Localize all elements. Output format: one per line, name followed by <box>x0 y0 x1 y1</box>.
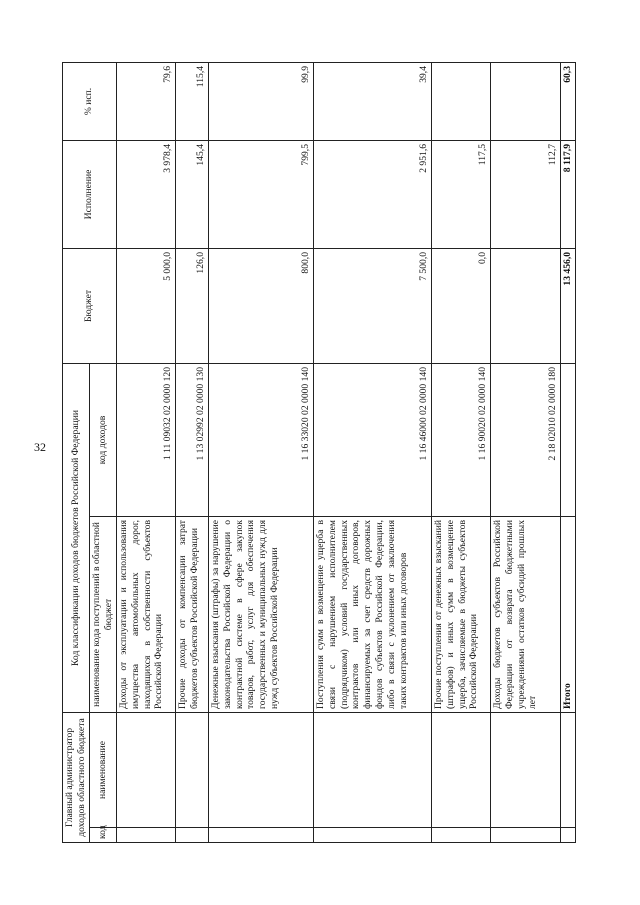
execution-cell: 2 951,6 <box>313 140 431 248</box>
rotated-table-container <box>62 63 573 843</box>
table-row <box>431 62 490 842</box>
total-row <box>560 62 575 842</box>
income-name-cell: Доходы бюджетов субъектов Российской Федерации от возврата бюджетными учреждениями остатков субсидий прошлых лет <box>490 517 560 713</box>
income-name-cell: Поступления сумм в возмещение ущерба в связи с нарушением исполнителем (подрядчиком) условий государственных контрактов или иных договоров, финансируемых за счет средств дорожных фондов субъектов Российской Федерации, либо в связи с уклонением от заключения таких контрактов или иных договоров <box>313 517 431 713</box>
admin-code-header: код <box>90 828 117 843</box>
admin-code-cell <box>175 828 208 843</box>
total-label: Итого <box>560 517 575 713</box>
budget-cell: 7 500,0 <box>313 248 431 363</box>
execution-cell: 145,4 <box>175 140 208 248</box>
budget-cell: 800,0 <box>208 248 313 363</box>
admin-name-cell <box>175 713 208 828</box>
execution-header: Исполнение <box>63 140 117 248</box>
budget-cell <box>490 248 560 363</box>
percent-cell: 39,4 <box>313 62 431 140</box>
income-name-cell: Доходы от эксплуатации и использования имущества автомобильных дорог, находящихся в собственности субъектов Российской Федерации <box>116 517 175 713</box>
percent-cell: 115,4 <box>175 62 208 140</box>
income-code-cell: 1 16 90020 02 0000 140 <box>431 363 490 516</box>
income-code-cell: 2 18 02010 02 0000 180 <box>490 363 560 516</box>
execution-cell: 799,5 <box>208 140 313 248</box>
execution-cell: 3 978,4 <box>116 140 175 248</box>
income-code-cell: 1 13 02992 02 0000 130 <box>175 363 208 516</box>
total-execution: 8 117,9 <box>560 140 575 248</box>
admin-name-cell <box>208 713 313 828</box>
table-header-row <box>63 62 90 842</box>
percent-cell <box>431 62 490 140</box>
budget-header: Бюджет <box>63 248 117 363</box>
admin-name-cell <box>431 713 490 828</box>
admin-code-cell <box>560 828 575 843</box>
income-table <box>62 62 576 843</box>
page-number: 32 <box>34 440 46 454</box>
admin-name-cell <box>313 713 431 828</box>
income-code-cell: 1 16 33020 02 0000 140 <box>208 363 313 516</box>
budget-cell: 5 000,0 <box>116 248 175 363</box>
admin-group-header: Главный администратор доходов областного бюджета <box>63 713 90 843</box>
admin-name-header: наименование <box>90 713 117 828</box>
percent-cell: 99,9 <box>208 62 313 140</box>
income-name-cell: Прочие поступления от денежных взысканий (штрафов) и иных сумм в возмещение ущерба, зачисляемые в бюджеты субъектов Российской Федерации <box>431 517 490 713</box>
total-budget: 13 456,0 <box>560 248 575 363</box>
table-row <box>313 62 431 842</box>
income-code-cell: 1 11 09032 02 0000 120 <box>116 363 175 516</box>
budget-cell: 126,0 <box>175 248 208 363</box>
admin-name-cell <box>560 713 575 828</box>
percent-header: % исп. <box>63 62 117 140</box>
admin-code-cell <box>208 828 313 843</box>
execution-cell: 117,5 <box>431 140 490 248</box>
admin-code-cell <box>431 828 490 843</box>
income-name-cell: Прочие доходы от компенсации затрат бюджетов субъектов Российской Федерации <box>175 517 208 713</box>
table-row <box>490 62 560 842</box>
table-row <box>175 62 208 842</box>
income-code-header: код доходов <box>90 363 117 516</box>
income-code-cell <box>560 363 575 516</box>
table-row <box>116 62 175 842</box>
income-name-cell: Денежные взыскания (штрафы) за нарушение законодательства Российской Федерации о контрактной системе в сфере закупок товаров, работ, услуг для обеспечения государственных и муниципальных нужд для нужд субъектов Российской Федерации <box>208 517 313 713</box>
percent-cell <box>490 62 560 140</box>
table-row <box>208 62 313 842</box>
percent-cell: 79,6 <box>116 62 175 140</box>
execution-cell: 112,7 <box>490 140 560 248</box>
income-name-header: наименование кода поступлений в областной бюджет <box>90 517 117 713</box>
income-code-cell: 1 16 46000 02 0000 140 <box>313 363 431 516</box>
admin-code-cell <box>490 828 560 843</box>
admin-name-cell <box>116 713 175 828</box>
total-percent: 60,3 <box>560 62 575 140</box>
admin-code-cell <box>116 828 175 843</box>
admin-code-cell <box>313 828 431 843</box>
admin-name-cell <box>490 713 560 828</box>
budget-cell: 0,0 <box>431 248 490 363</box>
classification-group-header: Код классификации доходов бюджетов Российской Федерации <box>63 363 90 712</box>
